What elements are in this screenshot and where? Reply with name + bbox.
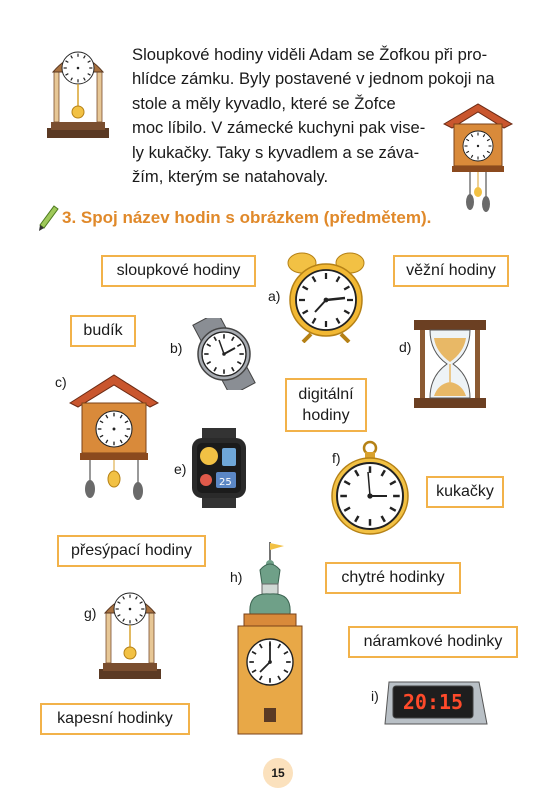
wristwatch-icon bbox=[183, 318, 265, 390]
page-number: 15 bbox=[263, 758, 293, 788]
name-box-label: sloupkové hodiny bbox=[116, 262, 241, 279]
intro-line: stole a měly kyvadlo, které se Žofce bbox=[132, 93, 396, 113]
name-box-label: náramkové hodinky bbox=[363, 633, 503, 650]
name-box-label: hodiny bbox=[302, 407, 350, 424]
name-box-label: věžní hodiny bbox=[406, 262, 496, 279]
name-box-label: chytré hodinky bbox=[341, 569, 445, 586]
smartwatch-icon bbox=[188, 428, 250, 508]
name-box-label: kukačky bbox=[436, 483, 494, 500]
intro-line: ly kukačky. Taky s kyvadlem a se záva- bbox=[132, 142, 420, 162]
name-box-label: digitální bbox=[298, 386, 354, 403]
pocket-watch-icon bbox=[327, 440, 413, 536]
intro-paragraph bbox=[132, 43, 517, 189]
pillar-clock-illustration bbox=[45, 44, 111, 140]
intro-line: moc líbilo. V zámecké kuchyni pak vise- bbox=[132, 118, 426, 138]
name-box-sloupkove-hodiny[interactable] bbox=[101, 255, 256, 287]
name-box-kapesni-hodinky[interactable] bbox=[40, 703, 190, 735]
item-label-a: a) bbox=[268, 288, 281, 304]
item-label-c: c) bbox=[55, 374, 67, 390]
intro-line: žím, kterým se natahovaly. bbox=[132, 167, 329, 187]
alarm-clock-icon bbox=[285, 248, 367, 343]
item-label-h: h) bbox=[230, 569, 243, 585]
hourglass-icon bbox=[410, 318, 490, 410]
name-box-kukacky[interactable] bbox=[426, 476, 504, 508]
item-label-e: e) bbox=[174, 461, 187, 477]
name-box-label: budík bbox=[83, 322, 123, 339]
item-label-i: i) bbox=[371, 688, 379, 704]
tower-clock-icon bbox=[234, 540, 306, 735]
name-box-chytre-hodinky[interactable] bbox=[325, 562, 461, 594]
pillar-clock-icon bbox=[97, 583, 163, 683]
name-box-naramkove-hodinky[interactable] bbox=[348, 626, 518, 658]
name-box-vezni-hodiny[interactable] bbox=[393, 255, 509, 287]
intro-line: Sloupkové hodiny viděli Adam se Žofkou při pro- bbox=[132, 45, 488, 64]
item-label-f: f) bbox=[332, 450, 341, 466]
name-box-label: kapesní hodinky bbox=[57, 710, 173, 727]
intro-line: hlídce zámku. Byly postavené v jednom pokoji na bbox=[132, 69, 495, 89]
name-box-label: přesýpací hodiny bbox=[71, 542, 192, 559]
item-label-d: d) bbox=[399, 339, 412, 355]
name-box-presypaci-hodiny[interactable] bbox=[57, 535, 206, 567]
item-label-b: b) bbox=[170, 340, 183, 356]
item-label-g: g) bbox=[84, 605, 97, 621]
svg-text:25: 25 bbox=[219, 477, 232, 488]
name-box-digitalni-hodiny[interactable] bbox=[285, 378, 367, 432]
digital-clock-display: 20:15 bbox=[402, 690, 464, 714]
cuckoo-clock-icon bbox=[66, 373, 162, 503]
digital-clock-icon bbox=[383, 676, 489, 728]
pencil-icon bbox=[37, 204, 59, 232]
task-title: 3. Spoj název hodin s obrázkem (předmětem). bbox=[62, 208, 432, 227]
name-box-budik[interactable] bbox=[70, 315, 136, 347]
